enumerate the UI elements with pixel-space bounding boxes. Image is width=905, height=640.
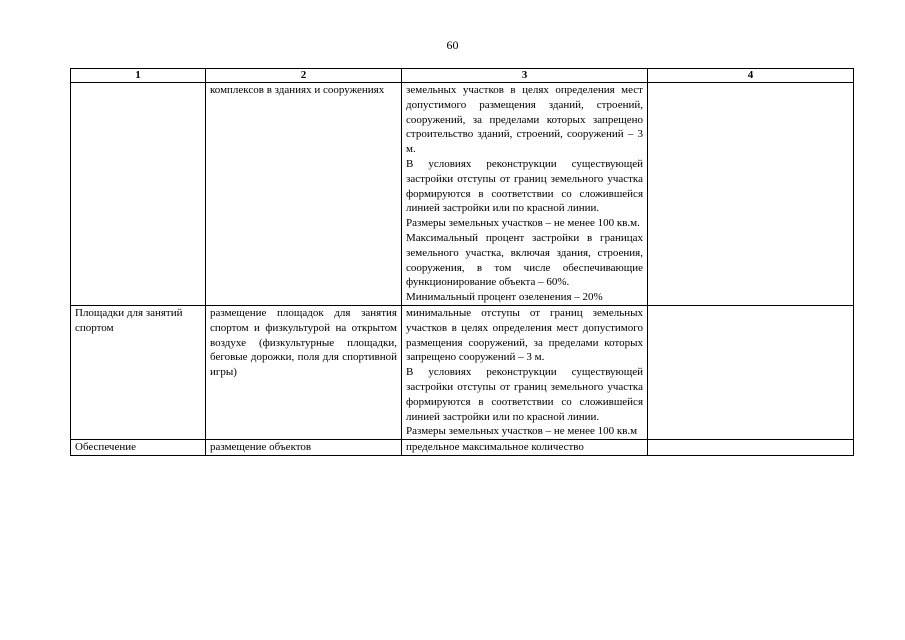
cell-paragraph: Площадки для занятий спортом [75,306,183,334]
cell-paragraph: размещение объектов [210,441,312,454]
table-cell-description [206,440,402,456]
cell-paragraph: Обеспечение [75,441,136,454]
table-cell-parameters [402,440,648,456]
cell-paragraph: комплексов в зданиях и сооружениях [210,84,385,96]
table-cell-use-type [71,305,206,439]
table-header-row [71,69,854,83]
table-row [71,440,854,456]
cell-paragraph: Минимальный процент озеленения – 20% [406,291,603,304]
cell-paragraph: В условиях реконструкции существующей застройки отступы от границ земельного участка формируются в соответствии со сложившейся линией застройки или по красной линии. [406,366,643,423]
cell-paragraph: минимальные отступы от границ земельных участков в целях определения мест допустимого размещения сооружений, за пределами которых запрещено сооружений – 3 м. [406,306,643,364]
cell-paragraph: предельное максимальное количество [406,441,584,454]
column-header-4: 4 [648,69,854,83]
table-cell-use-type [71,440,206,456]
table-row [71,305,854,439]
cell-paragraph: Размеры земельных участков – не менее 100 кв.м [406,425,638,438]
table-cell-description [206,305,402,439]
table-cell-parameters [402,83,648,306]
table-row [71,83,854,306]
column-header-2: 2 [206,69,402,83]
table-cell-restrictions [648,83,854,306]
table-cell-restrictions [648,305,854,439]
regulations-table [70,68,854,456]
table-cell-use-type [71,83,206,306]
cell-paragraph: земельных участков в целях определения мест допустимого размещения зданий, строений, сооружений, за пределами которых запрещено строительство зданий, строений, сооружений – 3 м. [406,84,643,156]
cell-paragraph: В условиях реконструкции существующей застройки отступы от границ земельного участка формируются в соответствии со сложившейся линией застройки или по красной линии. [406,157,643,215]
table-cell-restrictions [648,440,854,456]
cell-paragraph: Размеры земельных участков – не менее 100 кв.м. [406,217,640,230]
cell-paragraph: размещение площадок для занятия спортом и физкультурой на открытом воздухе (физкультурные площадки, беговые дорожки, поля для спортивной игры) [210,306,397,379]
table-cell-description [206,83,402,306]
page-number: 60 [446,38,459,52]
table-cell-parameters [402,305,648,439]
column-header-3: 3 [402,69,648,83]
cell-paragraph: Максимальный процент застройки в границах земельного участка, включая здания, строения, сооружения, в том числе обеспечивающие функционирование объекта – 60%. [406,231,643,289]
column-header-1: 1 [71,69,206,83]
